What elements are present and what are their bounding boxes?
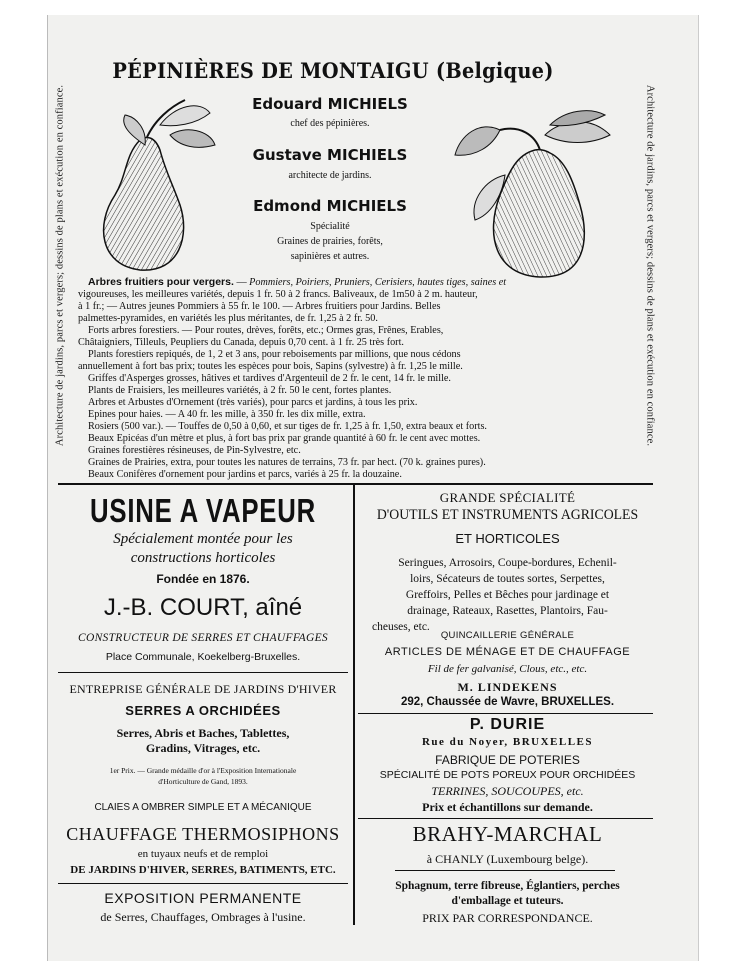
grande-specialite: GRANDE SPÉCIALITÉ <box>439 490 576 505</box>
chanly-address: à CHANLY (Luxembourg belge). <box>426 852 589 866</box>
chauffage-thermosiphons: CHAUFFAGE THERMOSIPHONS <box>66 824 340 844</box>
fil-de-fer: Fil de fer galvanisé, Clous, etc., etc. <box>427 663 588 675</box>
side-text-right: Architecture de jardins, parcs et vergers; dessins de plans et exécution en confiance. <box>644 84 656 447</box>
tools-list2: loirs, Sécateurs de toutes sortes, Serpettes, <box>410 573 605 585</box>
durie-address: Rue du Noyer, BRUXELLES <box>421 736 593 748</box>
orchard-line-6: Châtaigniers, Tilleuls, Peupliers du Canada, depuis 0,70 cent. à 1 fr. 25 très fort. <box>78 337 404 348</box>
right-divider-1 <box>358 713 653 714</box>
orchard-line-3: à 1 fr.; — Autres jeunes Pommiers à 55 fr. le 100. — Arbres fruitiers pour Jardins. Belles <box>78 301 441 312</box>
person2-name: Gustave MICHIELS <box>252 146 408 164</box>
usine-sub1: Spécialement montée pour les <box>113 531 293 547</box>
orchard-line-13: Rosiers (500 var.). — Touffes de 0,50 à 0,60, et sur tiges de fr. 1,25 à fr. 1,50, extra beaux et forts. <box>88 421 487 432</box>
brahy-marchal: BRAHY-MARCHAL <box>412 822 603 846</box>
sphagnum-line1: Sphagnum, terre fibreuse, Églantiers, perches <box>395 880 620 892</box>
nursery-title: PÉPINIÈRES DE MONTAIGU (Belgique) <box>112 58 554 83</box>
fabrique-poteries: FABRIQUE DE POTERIES <box>435 753 580 767</box>
orchard-line-11: Arbres et Arbustes d'Ornement (très variés), pour parcs et jardins, à tous les prix. <box>88 397 418 408</box>
horizontal-divider <box>58 483 653 485</box>
quincaillerie: QUINCAILLERIE GÉNÉRALE <box>440 630 575 641</box>
side-text-left: Architecture de jardins, parcs et vergers; dessins de plans et exécution en confiance. <box>54 84 66 447</box>
orchard-line-16: Graines de Prairies, extra, pour toutes les natures de terrains, 73 fr. par hect. (70 k. graines pures). <box>88 457 486 468</box>
tuyaux-line: en tuyaux neufs et de remploi <box>137 848 269 860</box>
person1-name: Edouard MICHIELS <box>252 95 408 113</box>
horticoles: ET HORTICOLES <box>455 531 560 546</box>
left-divider-2 <box>58 883 348 884</box>
right-divider-3 <box>395 870 615 871</box>
claies-ombrer: CLAIES A OMBRER SIMPLE ET A MÉCANIQUE <box>94 802 312 813</box>
orchard-line-15: Graines forestières résineuses, de Pin-Sylvestre, etc. <box>88 445 301 456</box>
prize-line2: d'Horticulture de Gand, 1893. <box>158 777 248 786</box>
sphagnum-line2: d'emballage et tuteurs. <box>451 895 564 907</box>
pear-illustration-left <box>85 95 225 275</box>
person2-role: architecte de jardins. <box>288 170 372 181</box>
orchard-line-9: Griffes d'Asperges grosses, hâtives et tardives d'Argenteuil de 2 fr. le cent, 14 fr. le mille. <box>88 373 451 384</box>
exposition-permanente: EXPOSITION PERMANENTE <box>104 890 302 906</box>
person3-name: Edmond MICHIELS <box>253 197 407 215</box>
exposition-sub: de Serres, Chauffages, Ombrages à l'usine. <box>100 910 306 924</box>
tools-list5: cheuses, etc. <box>372 621 430 633</box>
terrines: TERRINES, SOUCOUPES, etc. <box>431 784 584 798</box>
outils-instruments: D'OUTILS ET INSTRUMENTS AGRICOLES <box>376 507 639 523</box>
serres-list2: Gradins, Vitrages, etc. <box>145 741 261 755</box>
court-company-name: J.-B. COURT, aîné <box>103 594 303 621</box>
tools-list4: drainage, Rateaux, Rasettes, Plantoirs, Fau- <box>407 605 608 617</box>
orchard-line-2: vigoureuses, les meilleures variétés, depuis 1 fr. 50 à 2 francs. Baliveaux, de 1m50 à 2 m. hauteur, <box>78 289 478 300</box>
person3-role-forests: sapinières et autres. <box>290 251 370 262</box>
orchard-line-14: Beaux Epicéas d'un mètre et plus, à fort bas prix par grande quantité à 60 fr. le cent avec mottes. <box>88 433 481 444</box>
orchard-line-7: Plants forestiers repiqués, de 1, 2 et 3 ans, pour reboisements par millions, que nous cédons <box>88 349 461 360</box>
lindekens-name: M. LINDEKENS <box>457 680 558 694</box>
durie-name: P. DURIE <box>469 716 546 733</box>
court-trade: CONSTRUCTEUR DE SERRES ET CHAUFFAGES <box>78 632 328 644</box>
lindekens-address: 292, Chaussée de Wavre, BRUXELLES. <box>400 696 615 708</box>
jardins-hiver-line: DE JARDINS D'HIVER, SERRES, BATIMENTS, ETC. <box>70 864 336 876</box>
usine-sub2: constructions horticoles <box>130 550 276 566</box>
orchard-line-1: Arbres fruitiers pour vergers. — Pommiers, Poiriers, Pruniers, Cerisiers, hautes tiges, saines et <box>88 276 507 288</box>
serres-orchidees: SERRES A ORCHIDÉES <box>125 703 281 718</box>
orchard-line-12: Epines pour haies. — A 40 fr. les mille, à 350 fr. les dix mille, extra. <box>88 409 366 420</box>
entreprise-generale: ENTREPRISE GÉNÉRALE DE JARDINS D'HIVER <box>69 682 337 696</box>
prix-correspondance: PRIX PAR CORRESPONDANCE. <box>422 911 593 925</box>
person3-role-specialty: Spécialité <box>310 221 350 232</box>
usine-headline: USINE A VAPEUR <box>90 492 316 529</box>
court-address: Place Communale, Koekelberg-Bruxelles. <box>105 651 301 663</box>
orchard-line-17: Beaux Conifères d'ornement pour jardins et parcs, variés à 25 fr. la douzaine. <box>88 469 402 480</box>
person3-role-seeds: Graines de prairies, forêts, <box>277 236 383 247</box>
vertical-divider <box>353 485 355 925</box>
prize-line1: 1er Prix. — Grande médaille d'or à l'Exposition Internationale <box>109 766 297 775</box>
serres-list1: Serres, Abris et Baches, Tablettes, <box>116 726 290 740</box>
pots-poreux: SPÉCIALITÉ DE POTS POREUX POUR ORCHIDÉES <box>379 769 636 781</box>
tools-list3: Greffoirs, Pelles et Bêches pour jardinage et <box>405 589 610 601</box>
articles-menage: ARTICLES DE MÉNAGE ET DE CHAUFFAGE <box>384 646 631 658</box>
orchard-line-8: annuellement à fort bas prix; toutes les espèces pour bois, Sapins (sylvestre) à fr. 1,25 le mille. <box>78 361 463 372</box>
prix-echantillons: Prix et échantillons sur demande. <box>422 800 593 814</box>
orchard-line-4: palmettes-pyramides, en variétés les plus méritantes, de fr. 1,25 à 2 fr. 50. <box>78 313 378 324</box>
left-divider-1 <box>58 672 348 673</box>
person1-role: chef des pépinières. <box>290 118 370 129</box>
pear-illustration-right <box>440 95 620 280</box>
orchard-line-10: Plants de Fraisiers, les meilleures variétés, à 2 fr. 50 le cent, fortes plantes. <box>88 385 392 396</box>
usine-founded: Fondée en 1876. <box>156 572 250 586</box>
right-divider-2 <box>358 818 653 819</box>
orchard-line-5: Forts arbres forestiers. — Pour routes, drèves, forêts, etc.; Ormes gras, Frênes, Erables, <box>88 325 444 336</box>
tools-list1: Seringues, Arrosoirs, Coupe-bordures, Echenil- <box>398 557 617 569</box>
